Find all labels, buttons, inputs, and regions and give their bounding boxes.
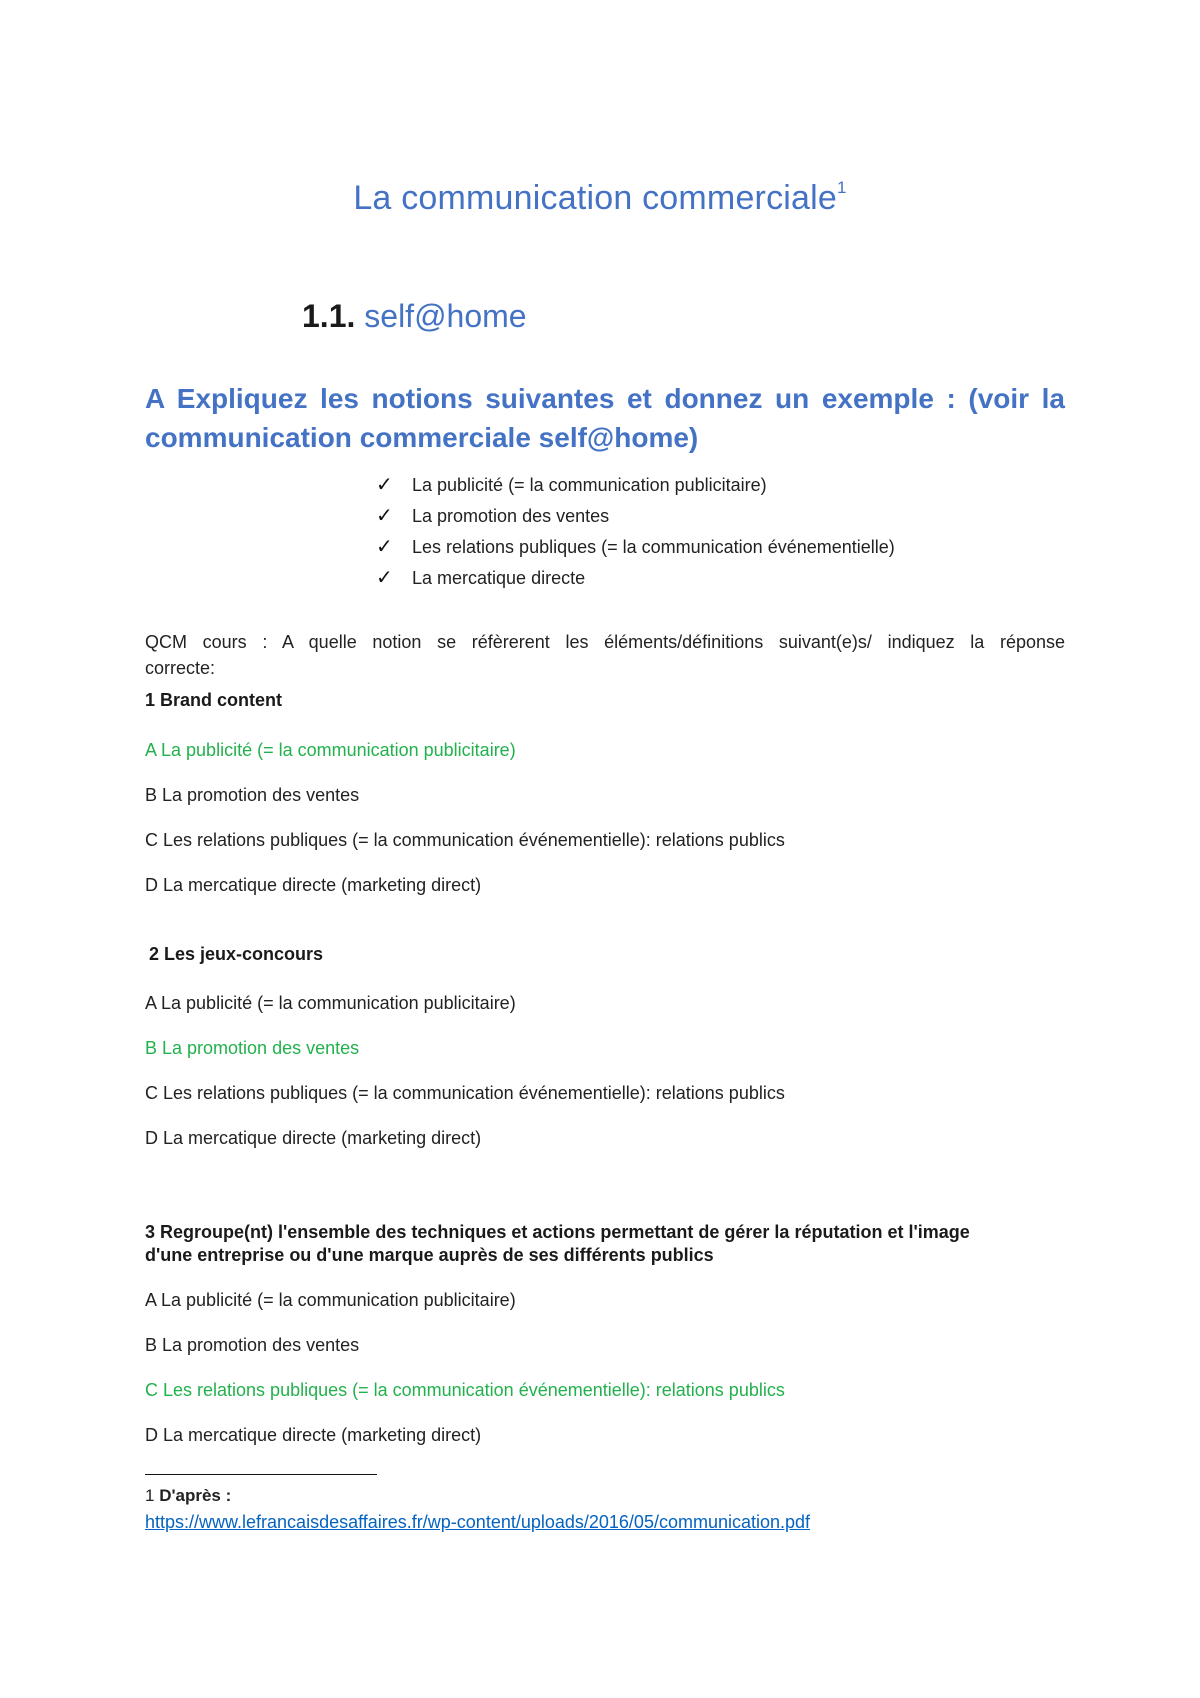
- section-heading: [302, 298, 527, 335]
- checklist-item: ✓ La publicité (= la communication publicitaire): [376, 470, 895, 501]
- footnote-reference[interactable]: 1: [837, 178, 847, 197]
- question-1-option-d: D La mercatique directe (marketing direct): [145, 875, 482, 895]
- question-2-option-d: D La mercatique directe (marketing direct): [145, 1128, 482, 1148]
- check-icon: ✓: [376, 505, 393, 527]
- checklist-item: ✓ Les relations publiques (= la communication événementielle): [376, 532, 895, 563]
- exercise-heading-line2: communication commerciale self@home): [145, 422, 699, 453]
- exercise-heading-line1: A Expliquez les notions suivantes et donnez un exemple : (voir la: [145, 383, 1065, 414]
- checklist-item: ✓ La promotion des ventes: [376, 501, 895, 532]
- page-title: La communication commerciale$^1$: [353, 178, 847, 217]
- check-icon: ✓: [376, 474, 393, 496]
- question-3-option-c: C Les relations publiques (= la communication événementielle): relations publics: [145, 1380, 785, 1400]
- question-2-option-a: A La publicité (= la communication publicitaire): [145, 993, 516, 1013]
- question-3-option-a: A La publicité (= la communication publicitaire): [145, 1290, 516, 1310]
- footnote: [145, 1486, 231, 1506]
- question-1-option-c: C Les relations publiques (= la communication événementielle): relations publics: [145, 830, 785, 850]
- question-3-option-d: D La mercatique directe (marketing direct): [145, 1425, 482, 1445]
- question-3-title-line1: 3 Regroupe(nt) l'ensemble des techniques et actions permettant de gérer la réputation et l'image: [145, 1222, 970, 1242]
- check-icon: ✓: [376, 567, 393, 589]
- footnote-number: 1: [145, 1486, 155, 1505]
- notion-checklist: [376, 470, 895, 594]
- footnote-label: D'après :: [159, 1486, 232, 1505]
- question-1-title: 1 Brand content: [145, 690, 283, 710]
- qcm-intro-line1: QCM cours : A quelle notion se réfèrerent les éléments/définitions suivant(e)s/ indiquez la réponse: [145, 632, 1065, 652]
- checklist-item: ✓ La mercatique directe: [376, 563, 895, 594]
- question-2-option-b: B La promotion des ventes: [145, 1038, 360, 1058]
- question-1-option-a: A La publicité (= la communication publicitaire): [145, 740, 516, 760]
- question-3-title-line2: d'une entreprise ou d'une marque auprès de ses différents publics: [145, 1245, 714, 1265]
- question-2-option-c: C Les relations publiques (= la communication événementielle): relations publics: [145, 1083, 785, 1103]
- check-icon: ✓: [376, 536, 393, 558]
- question-1-option-b: B La promotion des ventes: [145, 785, 360, 805]
- footnote-link[interactable]: https://www.lefrancaisdesaffaires.fr/wp-content/uploads/2016/05/communication.pdf: [145, 1512, 811, 1532]
- section-name: self@home: [364, 298, 527, 334]
- footnote-separator: [145, 1474, 377, 1475]
- question-3-option-b: B La promotion des ventes: [145, 1335, 360, 1355]
- section-number: 1.1.: [302, 298, 356, 334]
- qcm-intro-line2: correcte:: [145, 658, 216, 678]
- question-2-title: 2 Les jeux-concours: [149, 944, 324, 964]
